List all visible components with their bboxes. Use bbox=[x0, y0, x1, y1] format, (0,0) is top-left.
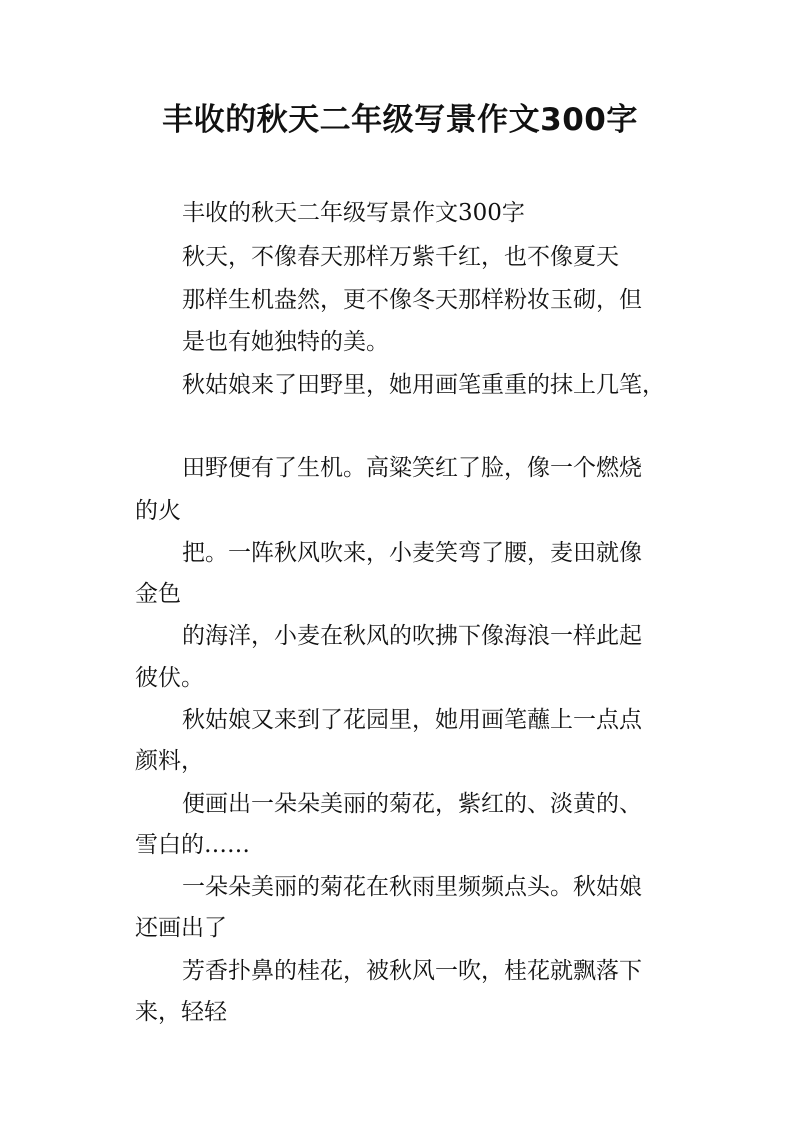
body-line-7: 的火 bbox=[135, 498, 181, 524]
body-line-5: 秋姑娘来了田野里，她用画笔重重的抹上几笔， bbox=[182, 372, 665, 398]
body-line-1: 丰收的秋天二年级写景作文300字 bbox=[182, 200, 525, 226]
body-line-17: 还画出了 bbox=[135, 915, 227, 941]
body-line-12: 秋姑娘又来到了花园里，她用画笔蘸上一点点 bbox=[182, 707, 642, 733]
body-line-14: 便画出一朵朵美丽的菊花，紫红的、淡黄的、 bbox=[182, 791, 642, 817]
body-line-19: 来，轻轻 bbox=[135, 999, 227, 1025]
body-line-3: 那样生机盎然，更不像冬天那样粉妆玉砌，但 bbox=[182, 287, 642, 313]
body-line-18: 芳香扑鼻的桂花，被秋风一吹，桂花就飘落下 bbox=[182, 958, 642, 984]
body-line-8: 把。一阵秋风吹来，小麦笑弯了腰，麦田就像 bbox=[182, 540, 642, 566]
body-line-11: 彼伏。 bbox=[135, 665, 204, 691]
body-line-4: 是也有她独特的美。 bbox=[182, 329, 389, 355]
body-line-16: 一朵朵美丽的菊花在秋雨里频频点头。秋姑娘 bbox=[182, 874, 642, 900]
body-line-10: 的海洋，小麦在秋风的吹拂下像海浪一样此起 bbox=[182, 623, 642, 649]
body-line-9: 金色 bbox=[135, 581, 181, 607]
document-title: 丰收的秋天二年级写景作文300字 bbox=[162, 102, 638, 138]
body-line-2: 秋天，不像春天那样万紫千红，也不像夏天 bbox=[182, 244, 619, 270]
body-line-6: 田野便有了生机。高粱笑红了脸，像一个燃烧 bbox=[182, 455, 642, 481]
body-line-15: 雪白的…… bbox=[135, 832, 250, 858]
body-line-13: 颜料， bbox=[135, 748, 204, 774]
